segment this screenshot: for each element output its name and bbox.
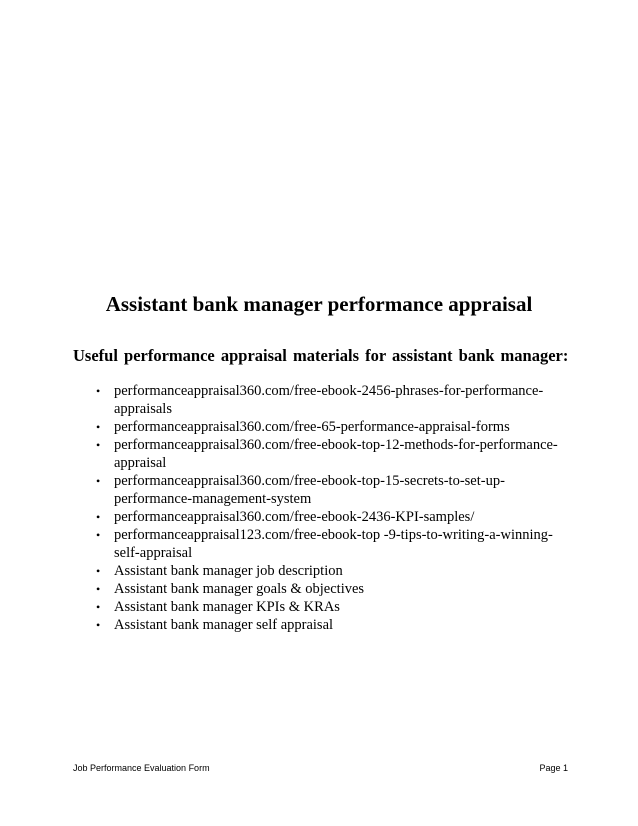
bullet-icon: • xyxy=(96,600,101,614)
list-item[interactable] xyxy=(96,508,576,526)
list-item-text[interactable]: performanceappraisal360.com/free-ebook-2436-KPI-samples/ xyxy=(114,509,475,525)
bullet-icon: • xyxy=(96,564,101,578)
list-item[interactable] xyxy=(96,382,576,418)
list-item-text[interactable]: Assistant bank manager job description xyxy=(114,563,343,579)
list-item[interactable] xyxy=(96,472,576,508)
bullet-icon: • xyxy=(96,474,101,488)
bullet-icon: • xyxy=(96,384,101,398)
footer-page-number: Page 1 xyxy=(539,763,568,773)
list-item[interactable] xyxy=(96,580,576,598)
list-item[interactable] xyxy=(96,418,576,436)
section-subtitle: Useful performance appraisal materials for assistant bank manager: xyxy=(73,346,569,365)
list-item-text[interactable]: performanceappraisal360.com/free-65-performance-appraisal-forms xyxy=(114,419,510,435)
footer-form-name: Job Performance Evaluation Form xyxy=(73,763,210,773)
list-item-text[interactable]: performanceappraisal360.com/free-ebook-2456-phrases-for-performance-appraisals xyxy=(114,383,544,417)
list-item-text[interactable]: Assistant bank manager goals & objectives xyxy=(114,581,365,597)
list-item-text[interactable]: performanceappraisal123.com/free-ebook-top -9-tips-to-writing-a-winning-self-appraisal xyxy=(114,527,553,561)
list-item-text[interactable]: performanceappraisal360.com/free-ebook-top-12-methods-for-performance-appraisal xyxy=(114,437,558,471)
bullet-icon: • xyxy=(96,420,101,434)
list-item[interactable] xyxy=(96,616,576,634)
list-item[interactable] xyxy=(96,562,576,580)
list-item[interactable] xyxy=(96,598,576,616)
list-item-text[interactable]: Assistant bank manager self appraisal xyxy=(114,617,334,633)
list-item[interactable] xyxy=(96,436,576,472)
list-item[interactable] xyxy=(96,526,576,562)
bullet-icon: • xyxy=(96,510,101,524)
bullet-icon: • xyxy=(96,438,101,452)
list-item-text[interactable]: performanceappraisal360.com/free-ebook-top-15-secrets-to-set-up-performance-management-system xyxy=(114,473,505,507)
resource-list xyxy=(96,382,576,634)
bullet-icon: • xyxy=(96,528,101,542)
list-item-text[interactable]: Assistant bank manager KPIs & KRAs xyxy=(114,599,340,615)
page-title: Assistant bank manager performance appraisal xyxy=(105,292,533,316)
bullet-icon: • xyxy=(96,618,101,632)
bullet-icon: • xyxy=(96,582,101,596)
